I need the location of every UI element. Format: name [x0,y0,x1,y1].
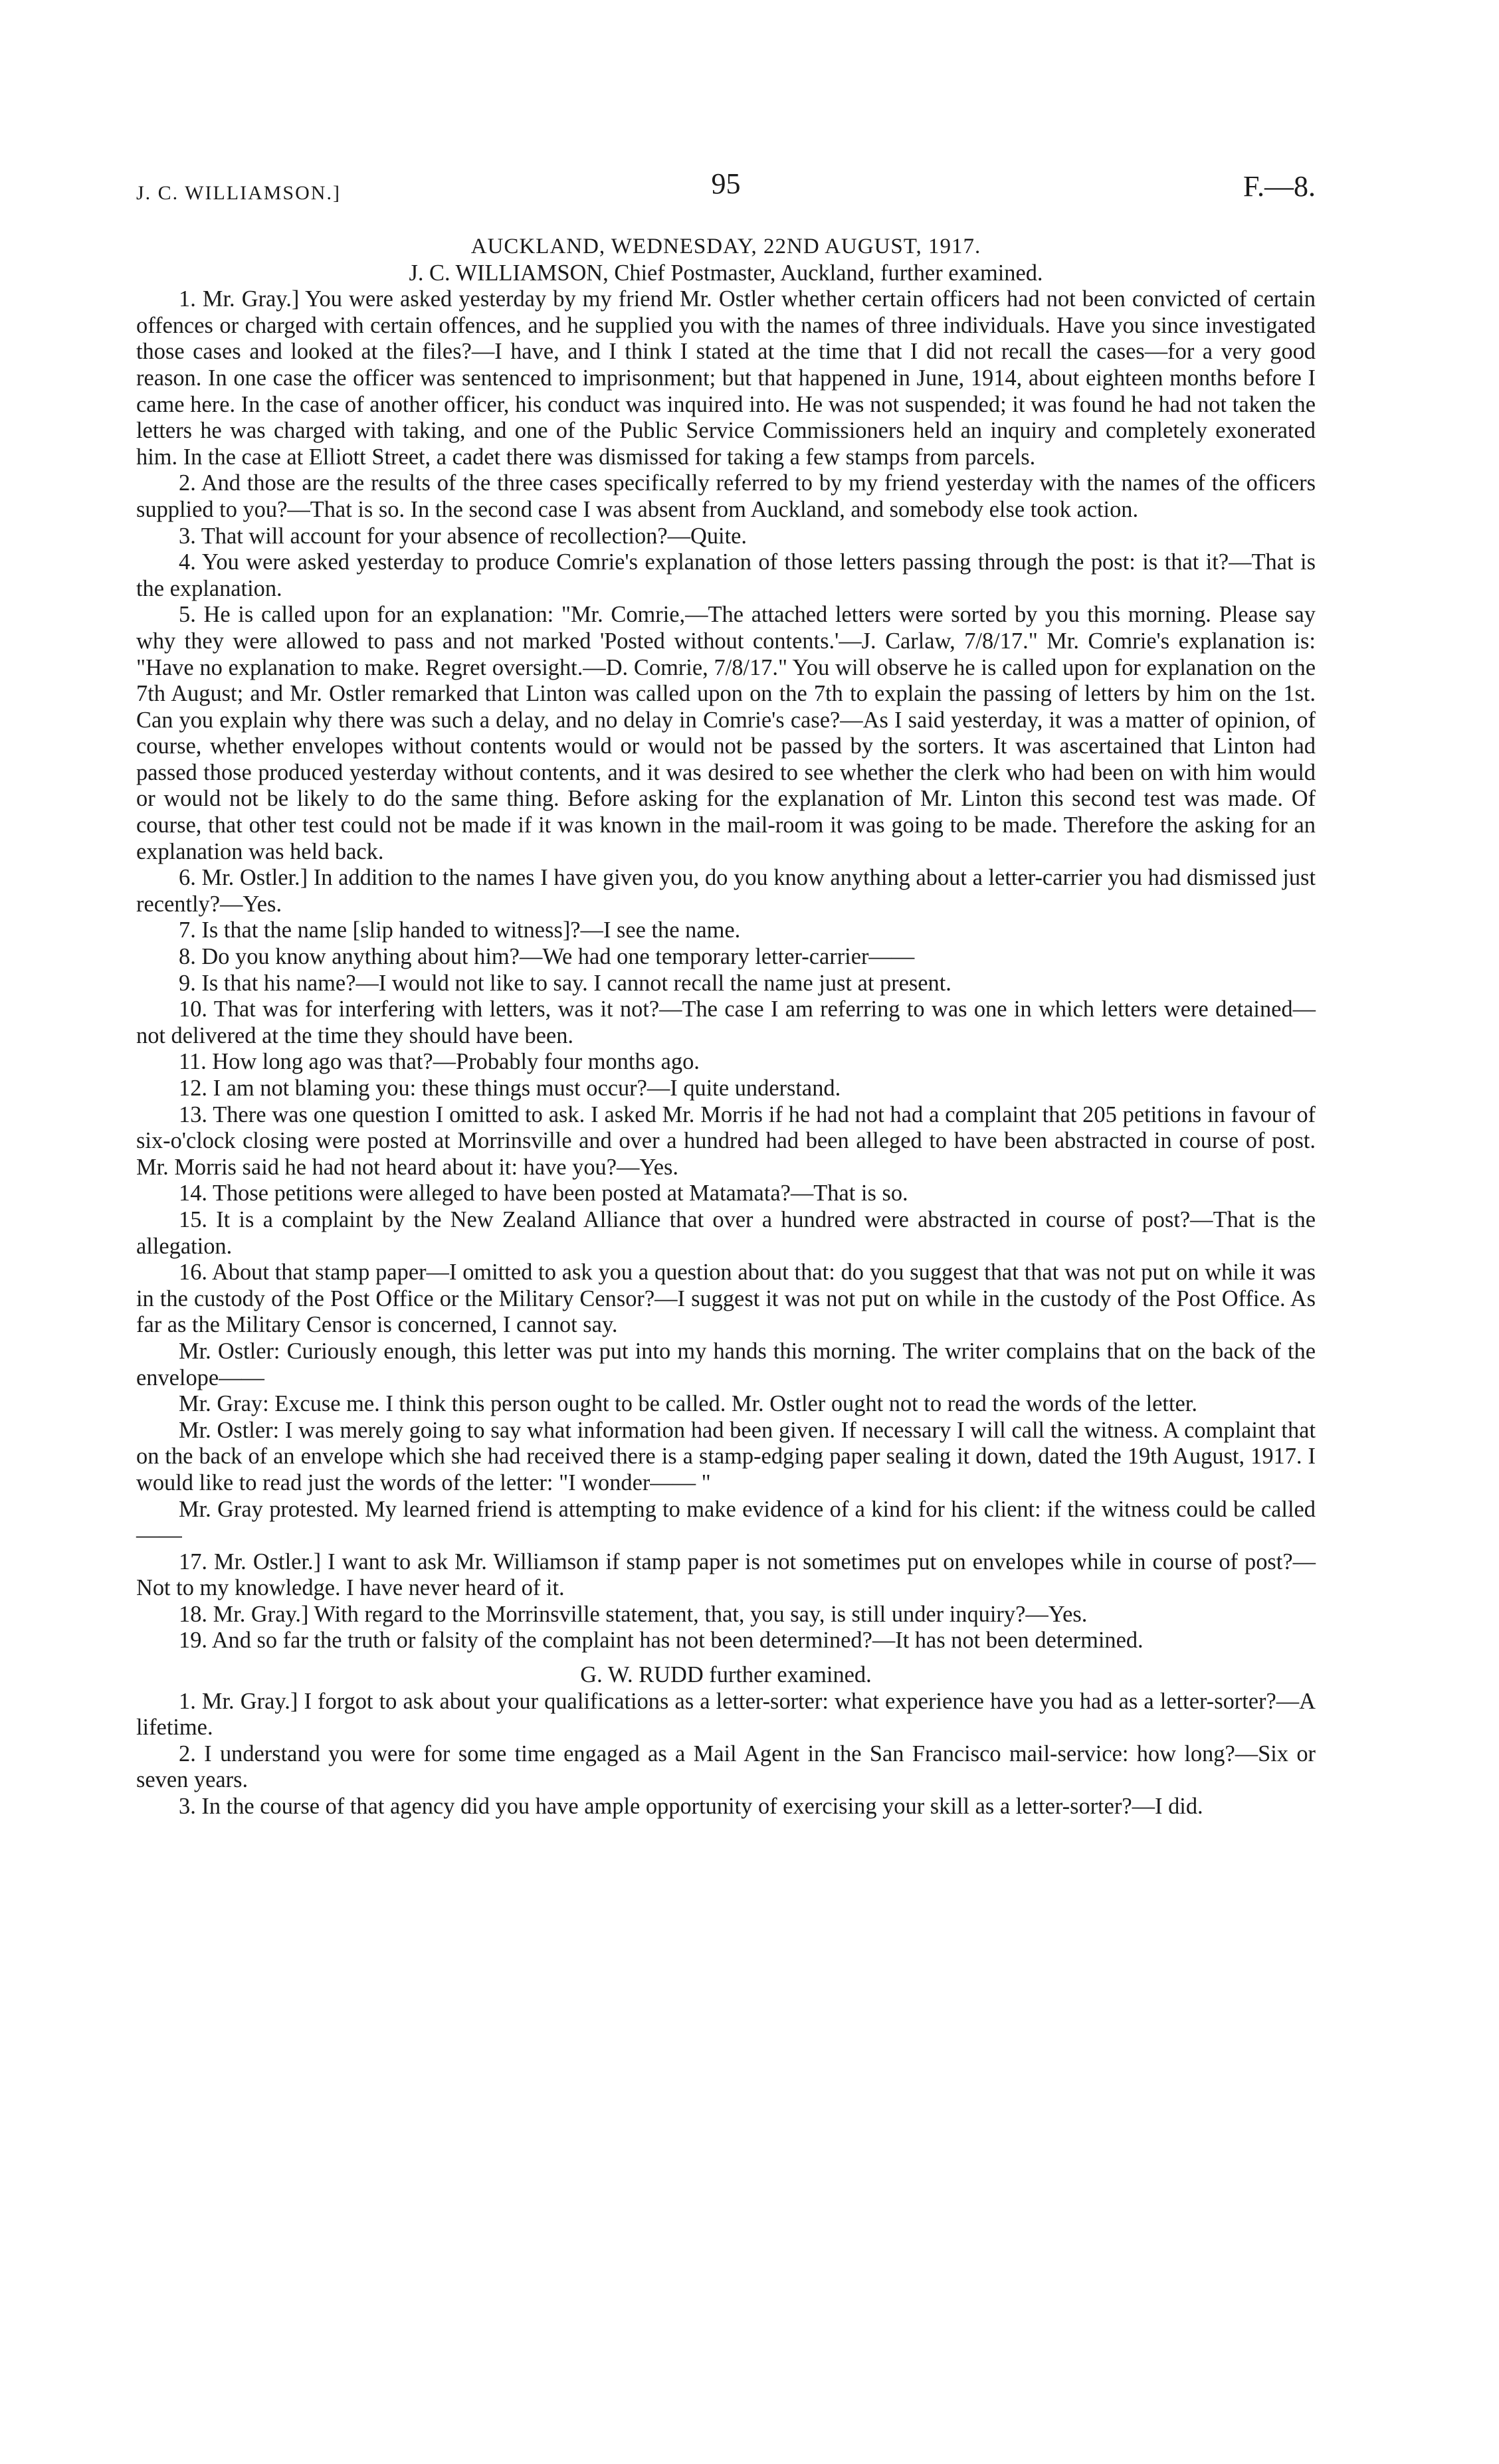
witness-description: further examined. [703,1662,872,1688]
testimony-paragraph: 3. In the course of that agency did you have ample opportunity of exercising your skill as a letter-sorter?—I did. [179,1794,1203,1820]
session-date-heading: AUCKLAND, WEDNESDAY, 22ND AUGUST, 1917. [470,235,981,258]
testimony-paragraph: 17. Mr. Ostler.] I want to ask Mr. Williamson if stamp paper is not sometimes put on envelopes while in course of post?—Not to my knowledge. I have never heard of it. [136,1549,1316,1601]
testimony-paragraph: 3. That will account for your absence of recollection?—Quite. [179,523,747,549]
testimony-paragraph: 11. How long ago was that?—Probably four months ago. [179,1049,700,1075]
testimony-paragraph: Mr. Gray: Excuse me. I think this person ought to be called. Mr. Ostler ought not to read the words of the letter. [179,1391,1197,1417]
testimony-paragraph: 15. It is a complaint by the New Zealand Alliance that over a hundred were abstracted in course of post?—That is the allegation. [136,1206,1316,1259]
running-header [136,169,1316,212]
testimony-paragraph: 1. Mr. Gray.] You were asked yesterday by my friend Mr. Ostler whether certain officers had not been convicted of certain offences or charged with certain offences, and he supplied you with the names of three individuals. Have you since investigated those cases and looked at the files?—I have, and I think I stated at the time that I did not recall the cases—for a very good reason. In one case the officer was sentenced to imprisonment; but that happened in June, 1914, about eighteen months before I came here. In the case of another officer, his conduct was inquired into. He was not suspended; it was found he had not taken the letters he was charged with taking, and one of the Public Service Commissioners held an inquiry and completely exonerated him. In the case at Elliott Street, a cadet there was dismissed for taking a few stamps from parcels. [136,286,1316,470]
testimony-rudd [136,1689,1316,1820]
testimony-paragraph: 8. Do you know anything about him?—We had one temporary letter-carrier—— [179,944,915,970]
witness-heading-rudd [136,1662,1316,1689]
testimony-paragraph: 13. There was one question I omitted to ask. I asked Mr. Morris if he had not had a complaint that 205 petitions in favour of six-o'clock closing were posted at Morrinsville and over a hundred had been alleged to have been abstracted in course of post. Mr. Morris said he had not heard about it: have you?—Yes. [136,1101,1316,1180]
witness-description: , Chief Postmaster, Auckland, further examined. [603,260,1043,286]
testimony-paragraph: 16. About that stamp paper—I omitted to ask you a question about that: do you suggest that that was not put on while it was in the custody of the Post Office or the Military Censor?—I suggest it was not put on while in the custody of the Post Office. As far as the Military Censor is concerned, I cannot say. [136,1260,1316,1338]
testimony-williamson [136,286,1316,1654]
document-page [136,169,1316,1820]
document-reference: F.—8. [1243,170,1316,203]
witness-name: G. W. RUDD [580,1662,704,1688]
testimony-paragraph: Mr. Gray protested. My learned friend is attempting to make evidence of a kind for his client: if the witness could be called—— [136,1496,1316,1549]
testimony-paragraph: 9. Is that his name?—I would not like to say. I cannot recall the name just at present. [179,970,951,996]
header-witness-name: J. C. WILLIAMSON.] [136,182,341,204]
testimony-paragraph: 10. That was for interfering with letters, was it not?—The case I am referring to was one in which letters were detained—not delivered at the time they should have been. [136,996,1316,1048]
testimony-paragraph: 6. Mr. Ostler.] In addition to the names I have given you, do you know anything about a letter-carrier you had dismissed just recently?—Yes. [136,865,1316,917]
testimony-paragraph: 12. I am not blaming you: these things must occur?—I quite understand. [179,1076,841,1101]
testimony-paragraph: Mr. Ostler: Curiously enough, this letter was put into my hands this morning. The writer complains that on the back of the envelope—— [136,1338,1316,1390]
testimony-paragraph: 5. He is called upon for an explanation: "Mr. Comrie,—The attached letters were sorted by you this morning. Please say why they were allowed to pass and not marked 'Posted without contents.'—J. Carlaw, 7/8/17." Mr. Comrie's explanation is: "Have no explanation to make. Regret oversight.—D. Comrie, 7/8/17." You will observe he is called upon for explanation on the 7th August; and Mr. Ostler remarked that Linton was called upon on the 7th to explain the passing of letters by him on the 1st. Can you explain why there was such a delay, and no delay in Comrie's case?—As I said yesterday, it was a matter of opinion, of course, whether envelopes without contents would or would not be passed by the sorters. It was ascertained that Linton had passed those produced yesterday without contents, and it was desired to see whether the clerk who had been on with him would or would not be likely to do the same thing. Before asking for the explanation of Mr. Linton this second test was made. Of course, that other test could not be made if it was known in the mail-room it was going to be made. Therefore the asking for an explanation was held back. [136,602,1316,864]
testimony-paragraph: 14. Those petitions were alleged to have been posted at Matamata?—That is so. [179,1181,908,1206]
testimony-paragraph: Mr. Ostler: I was merely going to say what information had been given. If necessary I will call the witness. A complaint that on the back of an envelope which she had received there is a stamp-edging paper sealing it down, dated the 19th August, 1917. I would like to read just the words of the letter: "I wonder—— " [136,1417,1316,1495]
testimony-paragraph: 1. Mr. Gray.] I forgot to ask about your qualifications as a letter-sorter: what experience have you had as a letter-sorter?—A lifetime. [136,1688,1316,1741]
testimony-paragraph: 4. You were asked yesterday to produce Comrie's explanation of those letters passing through the post: is that it?—That is the explanation. [136,549,1316,601]
testimony-paragraph: 19. And so far the truth or falsity of the complaint has not been determined?—It has not been determined. [179,1628,1144,1654]
testimony-paragraph: 2. And those are the results of the three cases specifically referred to by my friend yesterday with the names of the officers supplied to you?—That is so. In the second case I was absent from Auckland, and somebody else took action. [136,470,1316,522]
testimony-paragraph: 18. Mr. Gray.] With regard to the Morrinsville statement, that, you say, is still under inquiry?—Yes. [179,1601,1088,1627]
witness-heading-williamson [136,260,1316,287]
testimony-paragraph: 7. Is that the name [slip handed to witness]?—I see the name. [179,917,741,943]
witness-name: J. C. WILLIAMSON [409,260,603,286]
testimony-paragraph: 2. I understand you were for some time engaged as a Mail Agent in the San Francisco mail-service: how long?—Six or seven years. [136,1741,1316,1793]
page-number: 95 [711,167,741,200]
